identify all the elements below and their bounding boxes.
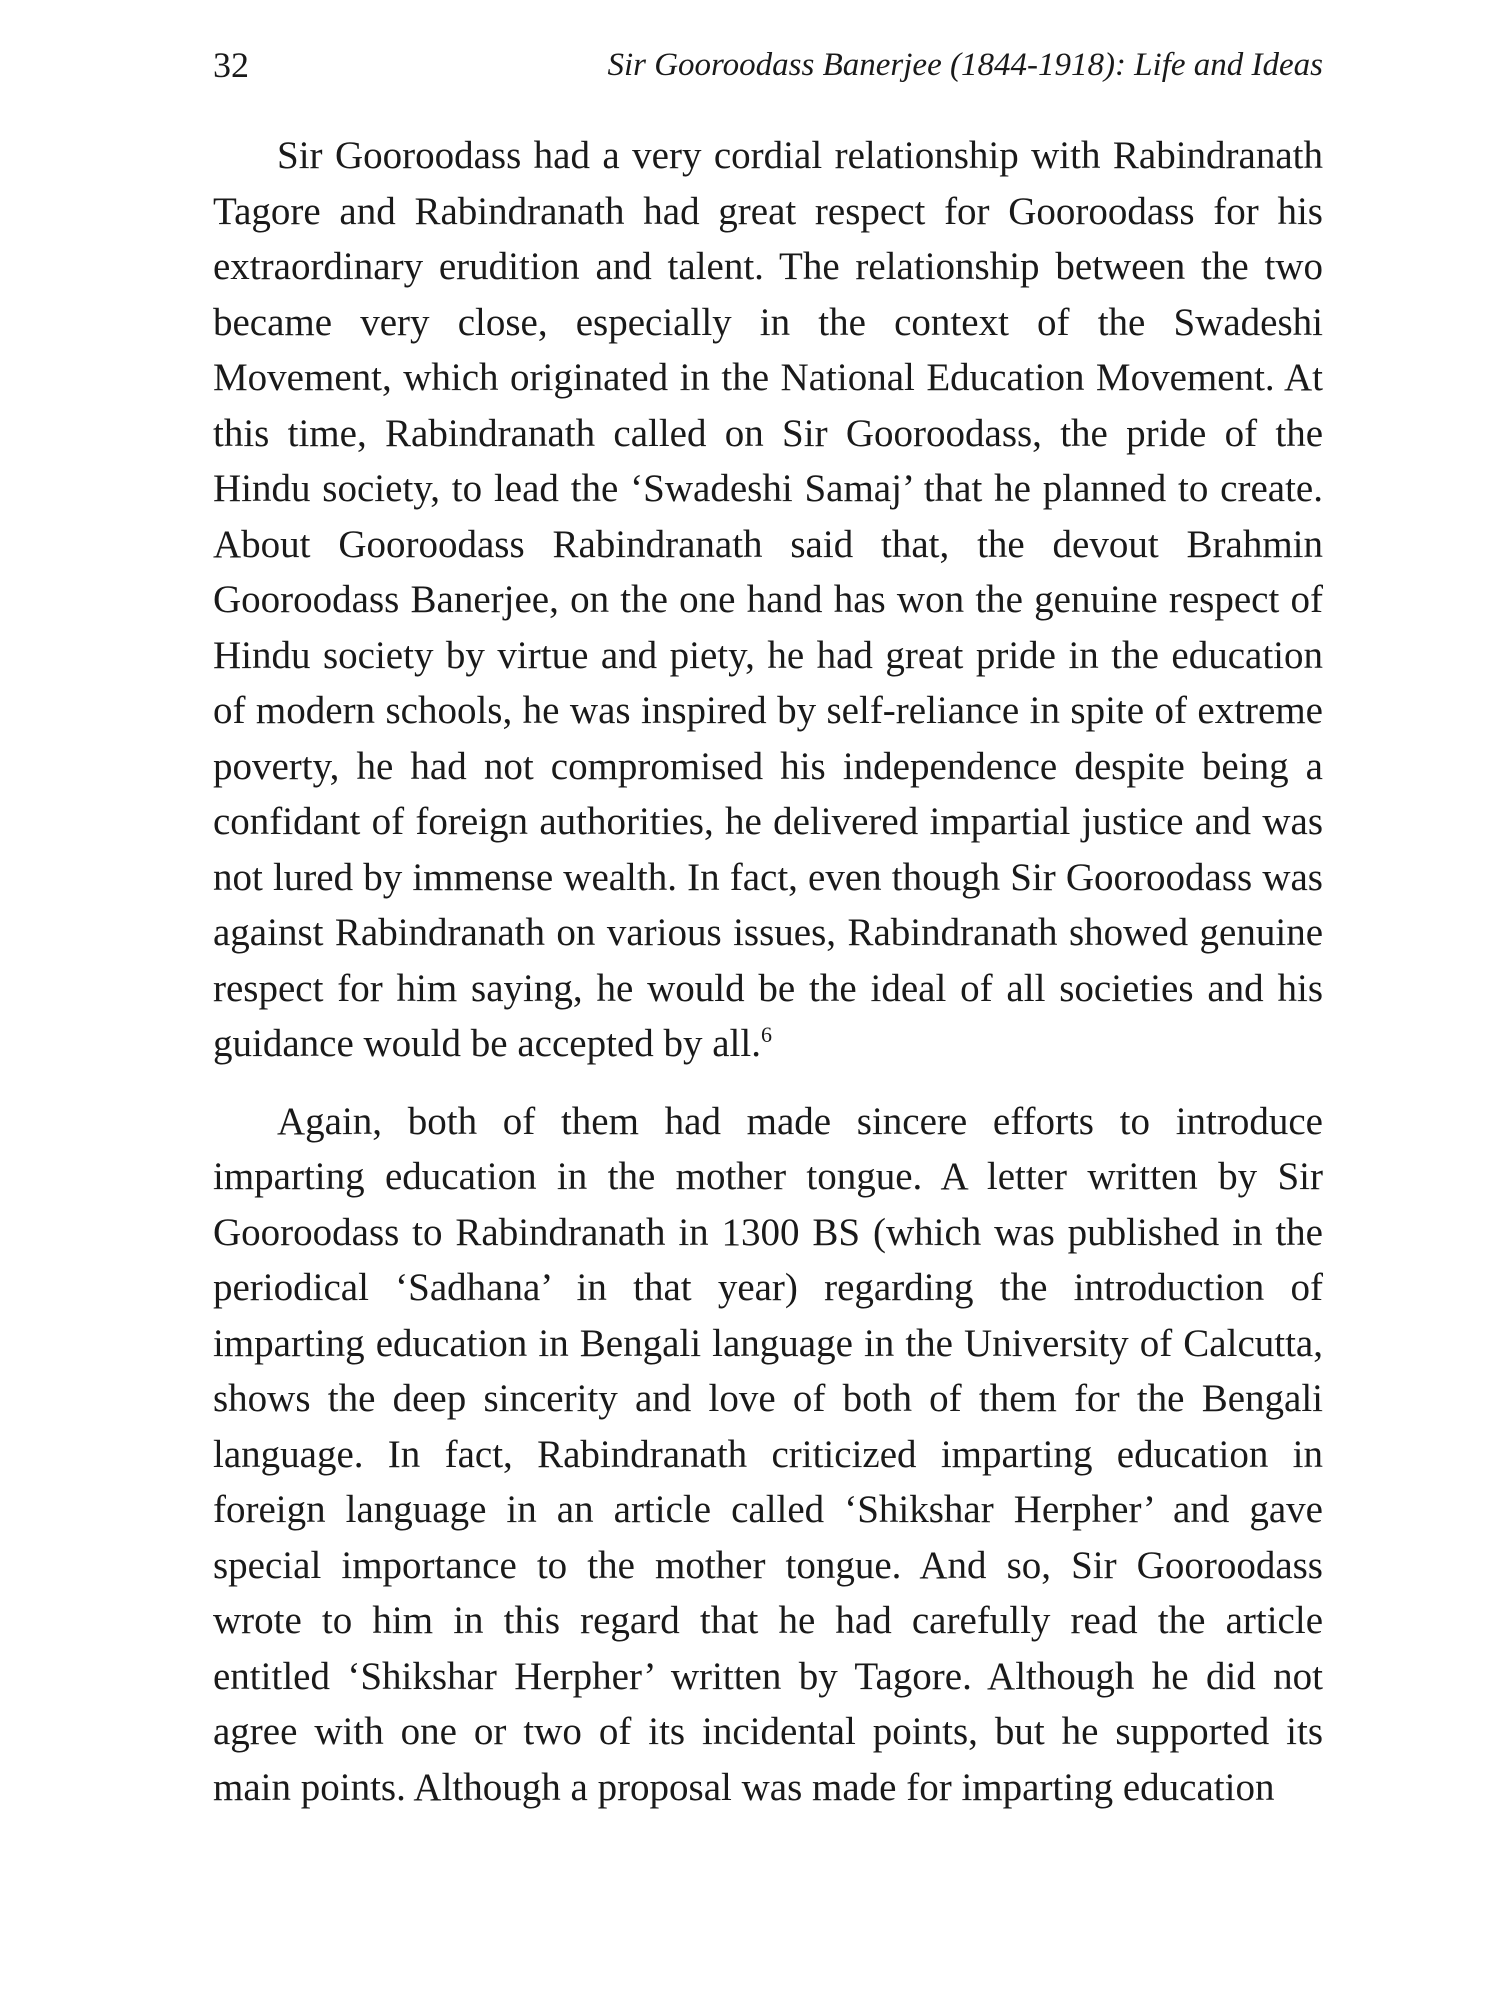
running-title: Sir Gooroodass Banerjee (1844-1918): Life and Ideas [607,47,1323,83]
paragraph-2 [213,1094,1323,1816]
paragraph-1-text: Sir Gooroodass had a very cordial relationship with Rabindranath Tagore and Rabindranath had great respect for Gooroodass for his extraordinary erudition and talent. The relationship between the two became very close, especially in the context of the Swadeshi Movement, which originated in the National Education Movement. At this time, Rabindranath called on Sir Gooroodass, the pride of the Hindu society, to lead the ‘Swadeshi Samaj’ that he planned to create. About Gooroodass Rabindranath said that, the devout Brahmin Gooroodass Banerjee, on the one hand has won the genuine respect of Hindu society by virtue and piety, he had great pride in the education of modern schools, he was inspired by self-reliance in spite of extreme poverty, he had not compromised his independence despite being a confidant of foreign authorities, he delivered impartial justice and was not lured by immense wealth. In fact, even though Sir Gooroodass was against Rabindranath on various issues, Rabindranath showed genuine respect for him saying, he would be the ideal of all societies and his guidance would be accepted by all. [213,134,1323,1065]
running-header [213,40,1323,90]
page-number: 32 [213,45,249,85]
paragraph-1 [213,128,1323,1072]
body-text [213,128,1323,1815]
paragraph-2-text: Again, both of them had made sincere efforts to introduce imparting education in the mother tongue. A letter written by Sir Gooroodass to Rabindranath in 1300 BS (which was published in the periodical ‘Sadhana’ in that year) regarding the introduction of imparting education in Bengali language in the University of Calcutta, shows the deep sincerity and love of both of them for the Bengali language. In fact, Rabindranath criticized imparting education in foreign language in an article called ‘Shikshar Herpher’ and gave special importance to the mother tongue. And so, Sir Gooroodass wrote to him in this regard that he had carefully read the article entitled ‘Shikshar Herpher’ written by Tagore. Although he did not agree with one or two of its incidental points, but he supported its main points. Although a proposal was made for imparting education [213,1099,1323,1809]
footnote-marker: 6 [760,1022,772,1047]
